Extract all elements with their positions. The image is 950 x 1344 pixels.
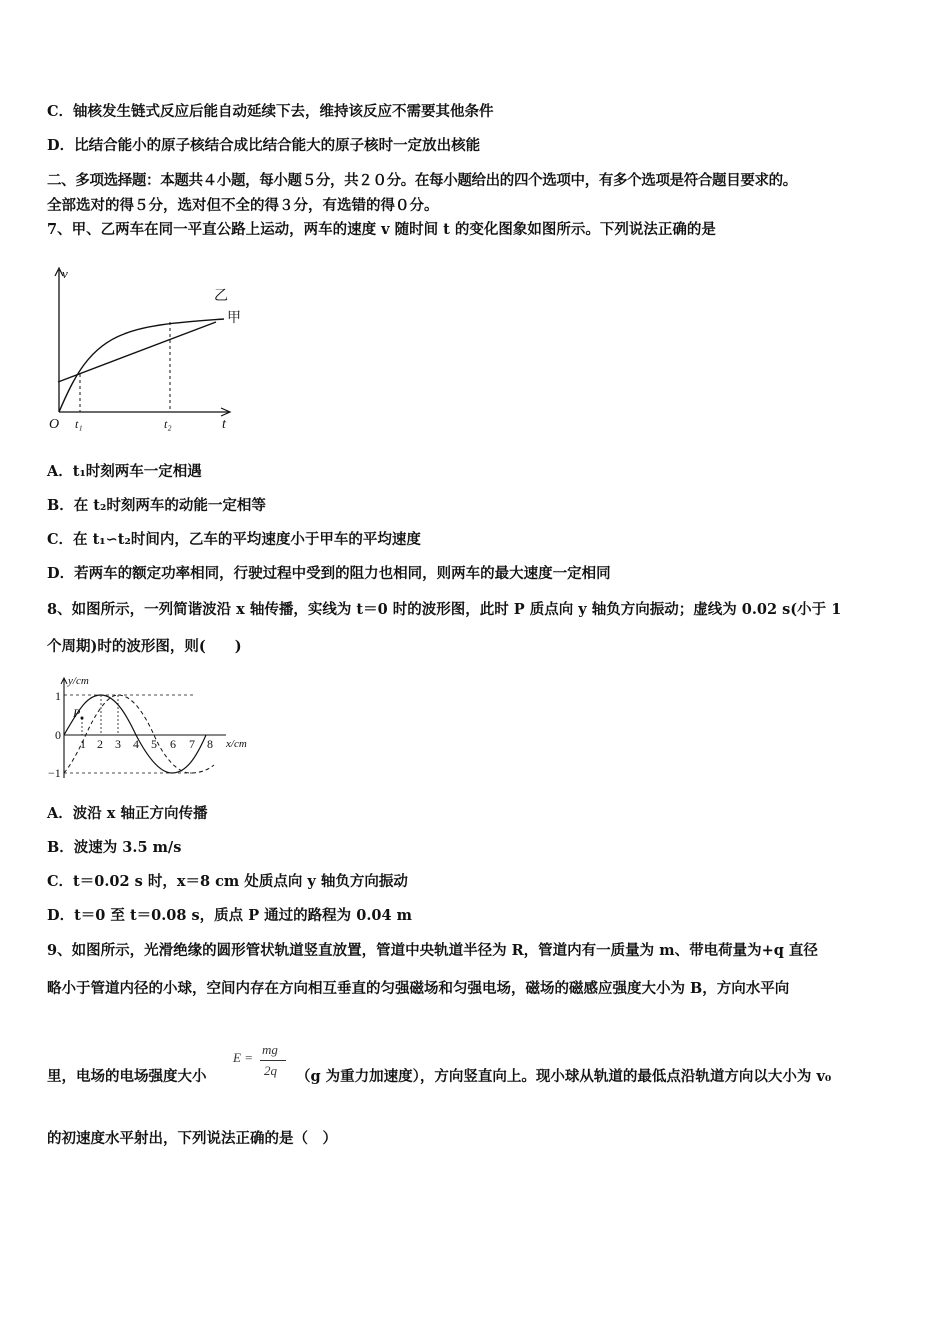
q8-stem-line1: 8、如图所示，一列简谐波沿 x 轴传播，实线为 t＝0 时的波形图，此时 P 质点向 y 轴负方向振动；虚线为 0.02 s(小于 1 bbox=[47, 601, 842, 618]
x-tick-2: 2 bbox=[97, 737, 103, 751]
q7-option-a: A．t₁时刻两车一定相遇 bbox=[47, 463, 202, 480]
curve-jia bbox=[59, 319, 224, 412]
point-p-label: P bbox=[73, 706, 81, 720]
q8-wave-graph bbox=[44, 673, 264, 785]
formula-numerator: mg bbox=[262, 1042, 278, 1057]
x-tick-1: 1 bbox=[80, 737, 86, 751]
q7-vt-graph bbox=[44, 262, 254, 434]
y-tick-0: 0 bbox=[55, 728, 61, 742]
q6-option-c: C．铀核发生链式反应后能自动延续下去，维持该反应不需要其他条件 bbox=[47, 103, 494, 120]
x-tick-3: 3 bbox=[115, 737, 121, 751]
wave-solid-t0 bbox=[64, 695, 206, 773]
x-tick-8: 8 bbox=[207, 737, 213, 751]
q8-stem-line2: 个周期)时的波形图，则( ) bbox=[47, 638, 242, 655]
q7-option-d: D．若两车的额定功率相同，行驶过程中受到的阻力也相同，则两车的最大速度一定相同 bbox=[47, 565, 611, 582]
point-p bbox=[81, 717, 84, 720]
x-tick-4: 4 bbox=[133, 737, 139, 751]
y-tick-neg1: −1 bbox=[48, 766, 61, 780]
x-axis-label: x/cm bbox=[226, 738, 247, 750]
q8-option-a: A．波沿 x 轴正方向传播 bbox=[47, 805, 208, 822]
v-axis-label: v bbox=[62, 266, 68, 281]
yi-label: 乙 bbox=[214, 289, 228, 304]
x-tick-5: 5 bbox=[151, 737, 157, 751]
jia-label: 甲 bbox=[227, 311, 241, 326]
y-tick-1: 1 bbox=[55, 689, 61, 703]
formula-e-lhs: E = bbox=[233, 1050, 253, 1065]
y-axis-label: y/cm bbox=[68, 675, 89, 687]
t2-label: t₂ bbox=[164, 417, 172, 431]
q7-stem: 7、甲、乙两车在同一平直公路上运动，两车的速度 v 随时间 t 的变化图象如图所示。下列说法正确的是 bbox=[47, 221, 716, 238]
q9-line4: 的初速度水平射出，下列说法正确的是（ ） bbox=[47, 1130, 337, 1147]
section2-heading-line2: 全部选对的得５分，选对但不全的得３分，有选错的得０分。 bbox=[47, 197, 439, 214]
q8-option-b: B．波速为 3.5 m/s bbox=[47, 839, 182, 856]
x-tick-7: 7 bbox=[189, 737, 195, 751]
formula-fraction-bar bbox=[260, 1060, 286, 1061]
section2-heading-line1: 二、多项选择题：本题共４小题，每小题５分，共２０分。在每小题给出的四个选项中，有多个选项是符合题目要求的。 bbox=[47, 172, 797, 189]
q7-option-b: B．在 t₂时刻两车的动能一定相等 bbox=[47, 497, 266, 514]
q6-option-d: D．比结合能小的原子核结合成比结合能大的原子核时一定放出核能 bbox=[47, 137, 481, 154]
line-yi bbox=[58, 322, 216, 382]
formula-denominator: 2q bbox=[264, 1063, 277, 1078]
q8-option-d: D．t＝0 至 t＝0.08 s，质点 P 通过的路程为 0.04 m bbox=[47, 907, 412, 924]
t1-label: t₁ bbox=[75, 417, 83, 431]
q9-line1: 9、如图所示，光滑绝缘的圆形管状轨道竖直放置，管道中央轨道半径为 R，管道内有一质量为 m、带电荷量为+q 直径 bbox=[47, 942, 818, 959]
origin-label: O bbox=[49, 417, 60, 432]
q9-line2: 略小于管道内径的小球，空间内存在方向相互垂直的匀强磁场和匀强电场，磁场的磁感应强度大小为 B，方向水平向 bbox=[47, 980, 790, 997]
q9-line3-post: （g 为重力加速度），方向竖直向上。现小球从轨道的最低点沿轨道方向以大小为 v₀ bbox=[296, 1068, 832, 1085]
q9-line3-pre: 里，电场的电场强度大小 bbox=[47, 1068, 207, 1085]
x-tick-6: 6 bbox=[170, 737, 176, 751]
q8-option-c: C．t＝0.02 s 时，x＝8 cm 处质点向 y 轴负方向振动 bbox=[47, 873, 408, 890]
t-axis-label: t bbox=[222, 417, 226, 432]
q7-option-c: C．在 t₁∽t₂时间内，乙车的平均速度小于甲车的平均速度 bbox=[47, 531, 421, 548]
